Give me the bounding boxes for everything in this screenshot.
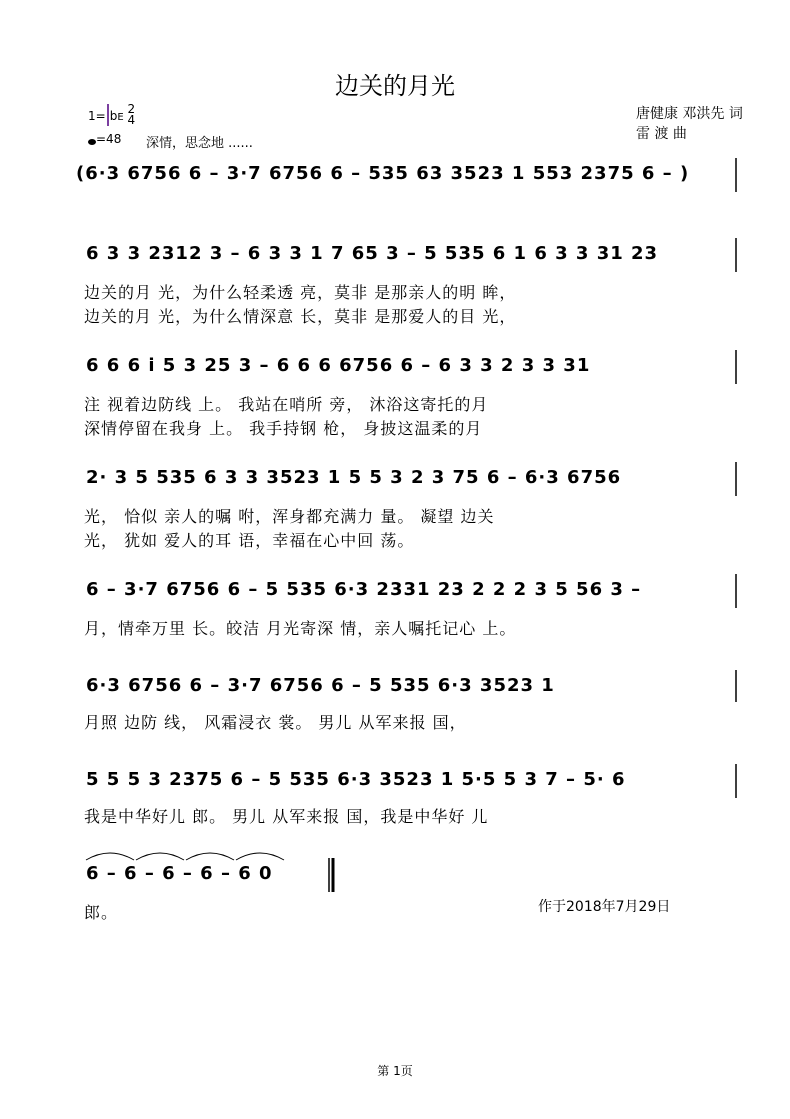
time-denominator: 4 — [127, 113, 136, 127]
score-system-5: 6 – 3·7 6756 6 – 5 535 6·3 2331 23 2 2 2 3 5 56 3 – — [86, 579, 642, 600]
tie-slur — [186, 853, 234, 860]
tempo-value: =48 — [96, 132, 122, 146]
lyric-line-8: 郎。 — [84, 903, 119, 922]
time-numerator: 2 — [127, 102, 136, 116]
key-prefix: 1= — [88, 109, 106, 123]
score-system-6: 6·3 6756 6 – 3·7 6756 6 – 5 535 6·3 3523 1 — [86, 675, 555, 696]
score-system-2: 6 3 3 2312 3 – 6 3 3 1 7 65 3 – 5 535 6 1 6 3 3 31 23 — [86, 243, 659, 264]
lyric-line-3a: 注 视着边防线 上。 我站在哨所 旁， 沐浴这寄托的月 — [84, 395, 489, 414]
page-number: 第 1页 — [377, 1064, 413, 1078]
lyric-line-6: 月照 边防 线， 风霜浸衣 裳。 男儿 从军来报 国， — [84, 713, 467, 732]
lyric-line-5: 月，情牵万里 长。皎洁 月光寄深 情，亲人嘱托记心 上。 — [84, 619, 517, 638]
lyric-line-4a: 光， 恰似 亲人的嘱 咐，浑身都充满力 量。 凝望 边关 — [84, 507, 495, 526]
tie-slur — [136, 853, 184, 860]
lyricist-credit: 唐健康 邓洪先 词 — [636, 106, 743, 122]
score-system-7: 5 5 5 3 2375 6 – 5 535 6·3 3523 1 5·5 5 3 7 – 5· 6 — [86, 769, 626, 790]
score-system-3: 6 6 6 i 5 3 25 3 – 6 6 6 6756 6 – 6 3 3 2 3 3 31 — [86, 355, 591, 376]
score-system-8: 6 – 6 – 6 – 6 – 6 0 — [86, 863, 273, 884]
score-system-4: 2· 3 5 535 6 3 3 3523 1 5 5 3 2 3 75 6 – 6·3 6756 — [86, 467, 622, 488]
key-flat: b — [109, 109, 118, 123]
lyric-line-4b: 光， 犹如 爱人的耳 语，幸福在心中回 荡。 — [84, 531, 415, 550]
composer-credit: 雷 渡 曲 — [636, 126, 687, 142]
bar-lines — [329, 158, 736, 892]
slurs — [86, 853, 284, 860]
lyric-line-7: 我是中华好儿 郎。 男儿 从军来报 国，我是中华好 儿 — [84, 807, 489, 826]
song-title: 边关的月光 — [335, 72, 455, 100]
lyric-line-2b: 边关的月 光，为什么情深意 长，莫非 是那爱人的目 光， — [84, 307, 517, 326]
tie-slur — [86, 853, 134, 860]
tie-slur — [236, 853, 284, 860]
lyric-line-2a: 边关的月 光，为什么轻柔透 亮，莫非 是那亲人的明 眸， — [84, 283, 517, 302]
composition-date: 作于2018年7月29日 — [538, 899, 671, 915]
score-system-1: (6·3 6756 6 – 3·7 6756 6 – 535 63 3523 1 553 2375 6 – ) — [76, 163, 690, 184]
key-letter: E — [117, 112, 124, 123]
expression-marking: 深情，思念地 ...... — [146, 136, 253, 151]
lyric-line-3b: 深情停留在我身 上。 我手持钢 枪， 身披这温柔的月 — [84, 419, 483, 438]
